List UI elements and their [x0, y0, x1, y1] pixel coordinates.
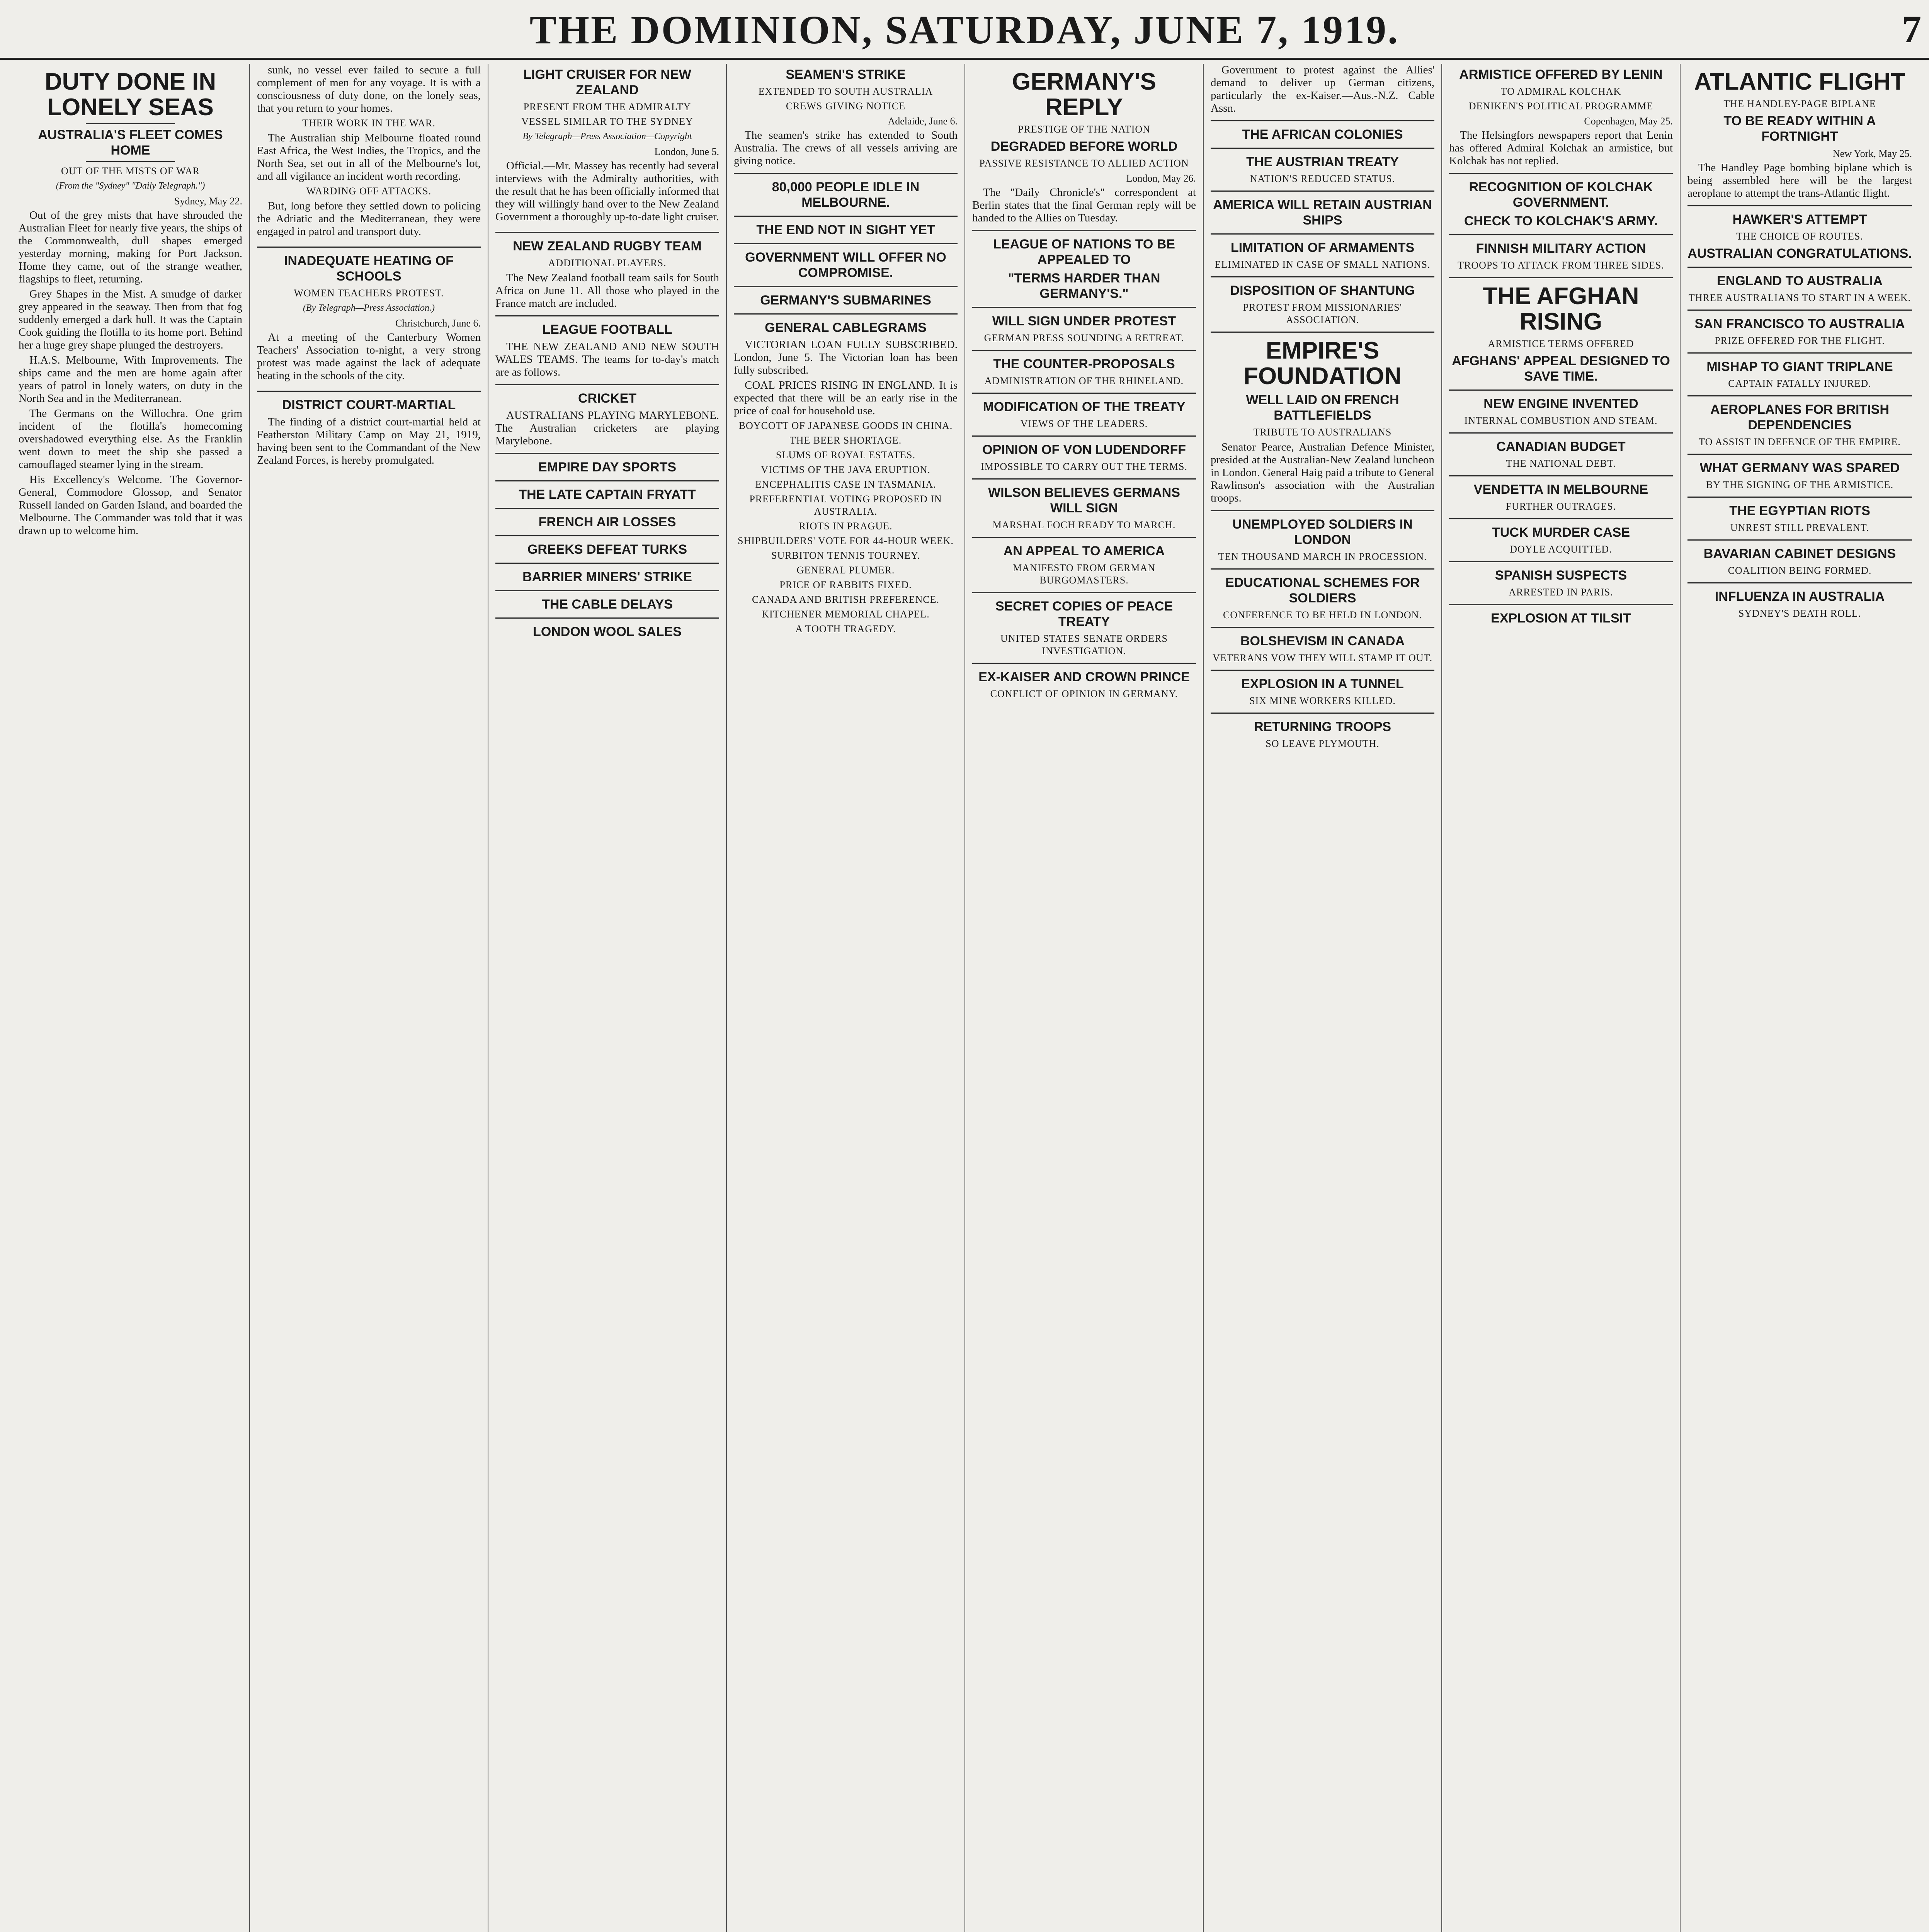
subheadline: VETERANS VOW THEY WILL STAMP IT OUT. — [1212, 652, 1433, 663]
headline: LEAGUE FOOTBALL — [542, 322, 672, 337]
paragraph: The Australian ship Melbourne floated round East Africa, the West Indies, the Tropics, and the North Sea, set out in all of the Melbourne's lot, and all vigilance an incident worth recording. — [257, 132, 481, 182]
source-credit: (By Telegraph—Press Association.) — [303, 303, 435, 313]
paragraph: THE NEW ZEALAND AND NEW SOUTH WALES TEAMS. The teams for to-day's match are as follows. — [495, 340, 719, 378]
divider — [972, 663, 1196, 664]
column-1 — [12, 64, 250, 1932]
subheadline: TRIBUTE TO AUSTRALIANS — [1253, 427, 1392, 438]
subheading: GENERAL PLUMER. — [796, 565, 895, 576]
paragraph: The Helsingfors newspapers report that Lenin has offered Admiral Kolchak an armistice, but Kolchak has not replied. — [1449, 129, 1673, 167]
subheading: SURBITON TENNIS TOURNEY. — [771, 550, 920, 561]
headline: FINNISH MILITARY ACTION — [1476, 241, 1646, 256]
divider — [1211, 120, 1434, 121]
subheading: THE BEER SHORTAGE. — [789, 435, 902, 446]
paragraph: The New Zealand football team sails for South Africa on June 11. All those who played in the France match are included. — [495, 272, 719, 310]
subheadline: CONFLICT OF OPINION IN GERMANY. — [990, 688, 1178, 699]
headline: THE AUSTRIAN TREATY — [1246, 155, 1399, 169]
headline: ATLANTIC FLIGHT — [1694, 68, 1905, 95]
divider — [972, 350, 1196, 351]
headline: SPANISH SUSPECTS — [1495, 568, 1627, 583]
subheadline: SIX MINE WORKERS KILLED. — [1249, 695, 1396, 706]
subheadline: PASSIVE RESISTANCE TO ALLIED ACTION — [979, 158, 1189, 169]
subheading: VICTIMS OF THE JAVA ERUPTION. — [761, 464, 930, 475]
paragraph: Official.—Mr. Massey has recently had several interviews with the Admiralty authorities, with the result that he has been officially informed that they will willingly hand over to the New Zealand Government a thoroughly up-to-date light cruiser. — [495, 160, 719, 223]
subheadline: TO ADMIRAL KOLCHAK — [1500, 86, 1621, 97]
subheadline: VESSEL SIMILAR TO THE SYDNEY — [521, 116, 693, 127]
subheadline: MANIFESTO FROM GERMAN BURGOMASTERS. — [1013, 562, 1155, 586]
column-5 — [965, 64, 1204, 1932]
divider — [1211, 276, 1434, 277]
paragraph: Grey Shapes in the Mist. A smudge of darker grey appeared in the seaway. Then from that fog suddenly emerged a dark hull. It was the Captain Cook guiding the flotilla to its home port. Behind her a huge grey shape plunged the destroyers. — [19, 288, 242, 351]
divider — [1211, 568, 1434, 570]
divider — [86, 161, 175, 162]
headline: WILL SIGN UNDER PROTEST — [992, 314, 1176, 328]
subheadline: WOMEN TEACHERS PROTEST. — [294, 287, 444, 299]
newspaper-columns — [12, 64, 1920, 1932]
divider — [1211, 148, 1434, 149]
dateline: Christchurch, June 6. — [395, 318, 481, 329]
divider — [972, 478, 1196, 480]
headline: AUSTRALIAN CONGRATULATIONS. — [1687, 246, 1912, 261]
subheadline: UNITED STATES SENATE ORDERS INVESTIGATION. — [1000, 633, 1168, 656]
headline: NEW ZEALAND RUGBY TEAM — [513, 239, 702, 253]
subheadline: TO BE READY WITHIN A FORTNIGHT — [1723, 114, 1876, 144]
headline: HAWKER'S ATTEMPT — [1732, 212, 1867, 227]
divider — [1449, 518, 1673, 519]
headline: NEW ENGINE INVENTED — [1483, 396, 1638, 411]
divider — [495, 453, 719, 454]
subheadline: INTERNAL COMBUSTION AND STEAM. — [1464, 415, 1658, 426]
headline: WHAT GERMANY WAS SPARED — [1699, 461, 1900, 475]
headline: AEROPLANES FOR BRITISH DEPENDENCIES — [1710, 402, 1889, 432]
divider — [972, 537, 1196, 538]
divider — [972, 592, 1196, 593]
subheadline: ARMISTICE TERMS OFFERED — [1488, 338, 1634, 349]
headline: EX-KAISER AND CROWN PRINCE — [978, 670, 1190, 684]
headline: EXPLOSION AT TILSIT — [1491, 611, 1631, 626]
dateline: Adelaide, June 6. — [888, 116, 958, 127]
headline: UNEMPLOYED SOLDIERS IN LONDON — [1232, 517, 1413, 547]
divider — [734, 243, 958, 244]
divider — [1687, 497, 1912, 498]
divider — [972, 230, 1196, 231]
subheadline: GERMAN PRESS SOUNDING A RETREAT. — [984, 332, 1184, 344]
headline: GREEKS DEFEAT TURKS — [527, 542, 687, 557]
headline: GERMANY'S SUBMARINES — [760, 293, 931, 308]
subheadline: SO LEAVE PLYMOUTH. — [1266, 738, 1380, 749]
divider — [1687, 582, 1912, 583]
headline: THE LATE CAPTAIN FRYATT — [519, 487, 696, 502]
paragraph: The Handley Page bombing biplane which is being assembled here will be the largest aeroplane to attempt the trans-Atlantic flight. — [1687, 162, 1912, 199]
subheadline: ADDITIONAL PLAYERS. — [548, 257, 667, 269]
divider — [1687, 310, 1912, 311]
divider — [495, 232, 719, 233]
source-credit: (From the "Sydney" "Daily Telegraph.") — [56, 181, 205, 191]
divider — [1211, 510, 1434, 511]
divider — [972, 435, 1196, 437]
story-schools-heating — [257, 253, 481, 382]
story-duty-done — [19, 69, 242, 537]
column-4 — [727, 64, 965, 1932]
headline: EDUCATIONAL SCHEMES FOR SOLDIERS — [1225, 575, 1420, 605]
paragraph: The Germans on the Willochra. One grim incident of the flotilla's homecoming overshadowed everything else. As the Franklin went down to meet the ship she passed a camouflaged steamer lying in the stream. — [19, 407, 242, 471]
headline: DISPOSITION OF SHANTUNG — [1230, 283, 1415, 298]
headline: SEAMEN'S STRIKE — [786, 67, 906, 82]
divider — [734, 313, 958, 315]
headline: TUCK MURDER CASE — [1492, 525, 1630, 540]
subheadline: TEN THOUSAND MARCH IN PROCESSION. — [1218, 551, 1427, 562]
column-7 — [1442, 64, 1681, 1932]
paragraph: The "Daily Chronicle's" correspondent at Berlin states that the final German reply will be handed to the Allies on Tuesday. — [972, 186, 1196, 224]
headline: FRENCH AIR LOSSES — [538, 515, 676, 529]
column-8 — [1681, 64, 1919, 1932]
subheading: KITCHENER MEMORIAL CHAPEL. — [762, 609, 930, 620]
divider — [1687, 267, 1912, 268]
paragraph: At a meeting of the Canterbury Women Teachers' Association to-night, a very strong protest was made against the lack of adequate heating in the schools of the city. — [257, 331, 481, 382]
headline: AFGHANS' APPEAL DESIGNED TO SAVE TIME. — [1452, 354, 1670, 384]
headline: GENERAL CABLEGRAMS — [765, 320, 927, 335]
column-3 — [488, 64, 727, 1932]
divider — [1211, 627, 1434, 628]
subheading: CANADA AND BRITISH PREFERENCE. — [752, 594, 940, 605]
headline: THE COUNTER-PROPOSALS — [993, 357, 1175, 371]
subheadline: OUT OF THE MISTS OF WAR — [61, 165, 200, 177]
subheadline: THE HANDLEY-PAGE BIPLANE — [1723, 98, 1876, 109]
subheadline: PROTEST FROM MISSIONARIES' ASSOCIATION. — [1243, 302, 1402, 325]
divider — [1211, 233, 1434, 235]
subheading: PRICE OF RABBITS FIXED. — [779, 579, 912, 590]
subheadline: PRESTIGE OF THE NATION — [1018, 124, 1150, 135]
divider — [257, 247, 481, 248]
headline: LEAGUE OF NATIONS TO BE APPEALED TO — [993, 237, 1175, 267]
headline: DUTY DONE IN LONELY SEAS — [44, 68, 216, 121]
divider — [495, 480, 719, 481]
subheading: SHIPBUILDERS' VOTE FOR 44-HOUR WEEK. — [737, 535, 954, 546]
subheadline: SYDNEY'S DEATH ROLL. — [1738, 608, 1861, 619]
subheadline: UNREST STILL PREVALENT. — [1730, 522, 1869, 533]
paragraph: The finding of a district court-martial held at Featherston Military Camp on May 21, 1919, having been sent to the Commandant of the New Zealand Forces, is hereby promulgated. — [257, 416, 481, 466]
headline: BOLSHEVISM IN CANADA — [1240, 634, 1405, 648]
headline: MISHAP TO GIANT TRIPLANE — [1706, 359, 1893, 374]
subheadline: TO ASSIST IN DEFENCE OF THE EMPIRE. — [1699, 436, 1901, 447]
subheadline: VIEWS OF THE LEADERS. — [1020, 418, 1148, 429]
divider — [1211, 332, 1434, 333]
headline: LIMITATION OF ARMAMENTS — [1230, 240, 1415, 255]
divider — [495, 590, 719, 591]
paragraph: AUSTRALIANS PLAYING MARYLEBONE. The Australian cricketers are playing Marylebone. — [495, 409, 719, 447]
divider — [1687, 205, 1912, 206]
headline: THE EGYPTIAN RIOTS — [1729, 503, 1870, 518]
column-2 — [250, 64, 488, 1932]
headline: THE AFGHAN RISING — [1483, 283, 1639, 335]
newspaper-title: THE DOMINION, SATURDAY, JUNE 7, 1919. — [529, 8, 1400, 52]
headline: LONDON WOOL SALES — [533, 624, 682, 639]
divider — [1449, 389, 1673, 391]
subheading: RIOTS IN PRAGUE. — [799, 520, 893, 532]
dateline: New York, May 25. — [1832, 148, 1912, 159]
headline: GOVERNMENT WILL OFFER NO COMPROMISE. — [745, 250, 946, 280]
divider — [972, 393, 1196, 394]
headline: RECOGNITION OF KOLCHAK GOVERNMENT. — [1469, 180, 1653, 210]
headline: ENGLAND TO AUSTRALIA — [1717, 274, 1883, 288]
paragraph: H.A.S. Melbourne, With Improvements. The ships came and the men are home again after years of patrol in lonely waters, on duty in the North Sea and in the Mediterranean. — [19, 354, 242, 405]
divider — [86, 123, 175, 124]
subheadline: COALITION BEING FORMED. — [1728, 565, 1872, 576]
divider — [495, 384, 719, 385]
paragraph: The seamen's strike has extended to South Australia. The crews of all vessels arriving are giving notice. — [734, 129, 958, 167]
divider — [1211, 190, 1434, 192]
headline: EMPIRE'S FOUNDATION — [1243, 337, 1402, 389]
story-light-cruiser — [495, 67, 719, 223]
subheadline: ARRESTED IN PARIS. — [1509, 587, 1613, 598]
headline: CANADIAN BUDGET — [1496, 439, 1626, 454]
subheadline: THE CHOICE OF ROUTES. — [1736, 231, 1863, 242]
headline: GERMANY'S REPLY — [1012, 68, 1156, 121]
divider — [734, 173, 958, 174]
headline: AN APPEAL TO AMERICA — [1003, 544, 1165, 558]
source-credit: By Telegraph—Press Association—Copyright — [522, 131, 692, 141]
divider — [972, 307, 1196, 308]
divider — [1449, 561, 1673, 562]
subheadline: WELL LAID ON FRENCH BATTLEFIELDS — [1246, 393, 1399, 423]
subheadline: PRIZE OFFERED FOR THE FLIGHT. — [1715, 335, 1885, 346]
divider — [1687, 454, 1912, 455]
headline: LIGHT CRUISER FOR NEW ZEALAND — [523, 67, 691, 97]
divider — [495, 563, 719, 564]
divider — [1449, 475, 1673, 476]
subheadline: ELIMINATED IN CASE OF SMALL NATIONS. — [1215, 259, 1431, 270]
paragraph: sunk, no vessel ever failed to secure a full complement of men for any voyage. It is with a consciousness of duty done, on the lonely seas, that you return to your homes. — [257, 64, 481, 114]
divider — [734, 216, 958, 217]
headline: WILSON BELIEVES GERMANS WILL SIGN — [988, 485, 1180, 515]
divider — [734, 286, 958, 287]
divider — [1211, 670, 1434, 671]
subheadline: PRESENT FROM THE ADMIRALTY — [523, 101, 691, 112]
subheadline: ADMINISTRATION OF THE RHINELAND. — [984, 375, 1184, 386]
divider — [1449, 432, 1673, 434]
headline: SAN FRANCISCO TO AUSTRALIA — [1694, 316, 1905, 331]
headline: INFLUENZA IN AUSTRALIA — [1715, 589, 1885, 604]
subheading: PREFERENTIAL VOTING PROPOSED IN AUSTRALIA. — [749, 493, 942, 517]
paragraph: His Excellency's Welcome. The Governor-General, Commodore Glossop, and Senator Russell landed on Garden Island, and boarded the Melbourne. The Commander was told that it was drawn up to welcome him. — [19, 473, 242, 537]
paragraph: But, long before they settled down to policing the Adriatic and the Mediterranean, they were engaged in patrol and transport duty. — [257, 200, 481, 238]
divider — [1211, 713, 1434, 714]
subheadline: DENIKEN'S POLITICAL PROGRAMME — [1468, 100, 1653, 112]
column-6 — [1204, 64, 1442, 1932]
headline: INADEQUATE HEATING OF SCHOOLS — [284, 253, 454, 284]
subheadline: DOYLE ACQUITTED. — [1510, 544, 1612, 555]
headline: CRICKET — [578, 391, 637, 406]
subheadline: FURTHER OUTRAGES. — [1505, 501, 1616, 512]
subheadline: BY THE SIGNING OF THE ARMISTICE. — [1706, 479, 1894, 490]
headline: EXPLOSION IN A TUNNEL — [1241, 677, 1404, 691]
headline: CHECK TO KOLCHAK'S ARMY. — [1464, 214, 1658, 228]
subheadline: EXTENDED TO SOUTH AUSTRALIA — [758, 86, 933, 97]
subheading: SLUMS OF ROYAL ESTATES. — [776, 449, 915, 461]
headline: "TERMS HARDER THAN GERMANY'S." — [1008, 271, 1160, 301]
subheadline: NATION'S REDUCED STATUS. — [1250, 173, 1395, 184]
headline: BARRIER MINERS' STRIKE — [522, 570, 692, 584]
subheadline: CREWS GIVING NOTICE — [786, 100, 906, 112]
subheading: WARDING OFF ATTACKS. — [306, 185, 432, 197]
divider — [1449, 604, 1673, 605]
story-continued — [257, 64, 481, 238]
divider — [495, 617, 719, 619]
headline: AMERICA WILL RETAIN AUSTRIAN SHIPS — [1213, 197, 1432, 228]
paragraph: Government to protest against the Allies' demand to deliver up German citizens, particularly the ex-Kaiser.—Aus.-N.Z. Cable Assn. — [1211, 64, 1434, 114]
headline: SECRET COPIES OF PEACE TREATY — [995, 599, 1173, 629]
dateline: London, May 26. — [1126, 173, 1196, 184]
headline: DISTRICT COURT-MARTIAL — [282, 398, 456, 412]
masthead — [0, 0, 1929, 60]
headline: RETURNING TROOPS — [1254, 719, 1391, 734]
headline: BAVARIAN CABINET DESIGNS — [1703, 546, 1896, 561]
subheadline: CAPTAIN FATALLY INJURED. — [1728, 378, 1871, 389]
page-number: 7 — [1902, 8, 1921, 51]
subheadline: AUSTRALIA'S FLEET COMES HOME — [38, 128, 223, 158]
subheading: A TOOTH TRAGEDY. — [795, 623, 896, 634]
divider — [1449, 234, 1673, 235]
paragraph: COAL PRICES RISING IN ENGLAND. It is expected that there will be an early rise in the price of coal for household use. — [734, 379, 958, 417]
headline: ARMISTICE OFFERED BY LENIN — [1459, 67, 1663, 82]
dateline: Copenhagen, May 25. — [1584, 116, 1673, 127]
subheadline: CONFERENCE TO BE HELD IN LONDON. — [1223, 609, 1422, 621]
headline: OPINION OF VON LUDENDORFF — [982, 442, 1186, 457]
headline: MODIFICATION OF THE TREATY — [983, 400, 1186, 414]
divider — [495, 315, 719, 316]
story-court-martial — [257, 397, 481, 467]
dateline: Sydney, May 22. — [174, 196, 242, 207]
divider — [495, 535, 719, 536]
subheadline: IMPOSSIBLE TO CARRY OUT THE TERMS. — [981, 461, 1187, 472]
subheadline: THREE AUSTRALIANS TO START IN A WEEK. — [1688, 292, 1911, 303]
paragraph: VICTORIAN LOAN FULLY SUBSCRIBED. London, June 5. The Victorian loan has been fully subscribed. — [734, 338, 958, 376]
divider — [1687, 539, 1912, 541]
headline: 80,000 PEOPLE IDLE IN MELBOURNE. — [772, 180, 920, 210]
subheading: BOYCOTT OF JAPANESE GOODS IN CHINA. — [738, 420, 953, 431]
divider — [1449, 173, 1673, 174]
dateline: London, June 5. — [654, 146, 719, 157]
headline: THE CABLE DELAYS — [542, 597, 673, 612]
paragraph: Senator Pearce, Australian Defence Minister, presided at the Australian-New Zealand luncheon in London. General Haig paid a tribute to General Rawlinson's association with the Australian troops. — [1211, 441, 1434, 504]
subheadline: MARSHAL FOCH READY TO MARCH. — [992, 519, 1176, 531]
headline: EMPIRE DAY SPORTS — [538, 460, 677, 474]
paragraph: Out of the grey mists that have shrouded the Australian Fleet for nearly five years, the ships of the Commonwealth, dull shapes emerged yesterday morning, making for Port Jackson. Home they came, out of the strange weather, flagships to fleet, returning. — [19, 209, 242, 285]
subheadline: TROOPS TO ATTACK FROM THREE SIDES. — [1458, 260, 1664, 271]
divider — [495, 508, 719, 509]
headline: THE END NOT IN SIGHT YET — [756, 223, 935, 237]
subheadline: DEGRADED BEFORE WORLD — [990, 139, 1178, 154]
divider — [257, 391, 481, 392]
headline: VENDETTA IN MELBOURNE — [1473, 482, 1648, 497]
subheadline: THE NATIONAL DEBT. — [1506, 458, 1616, 469]
divider — [1449, 277, 1673, 278]
divider — [1687, 352, 1912, 354]
subheading: THEIR WORK IN THE WAR. — [302, 117, 435, 129]
headline: THE AFRICAN COLONIES — [1242, 127, 1403, 142]
divider — [1687, 395, 1912, 396]
subheading: ENCEPHALITIS CASE IN TASMANIA. — [755, 479, 936, 490]
